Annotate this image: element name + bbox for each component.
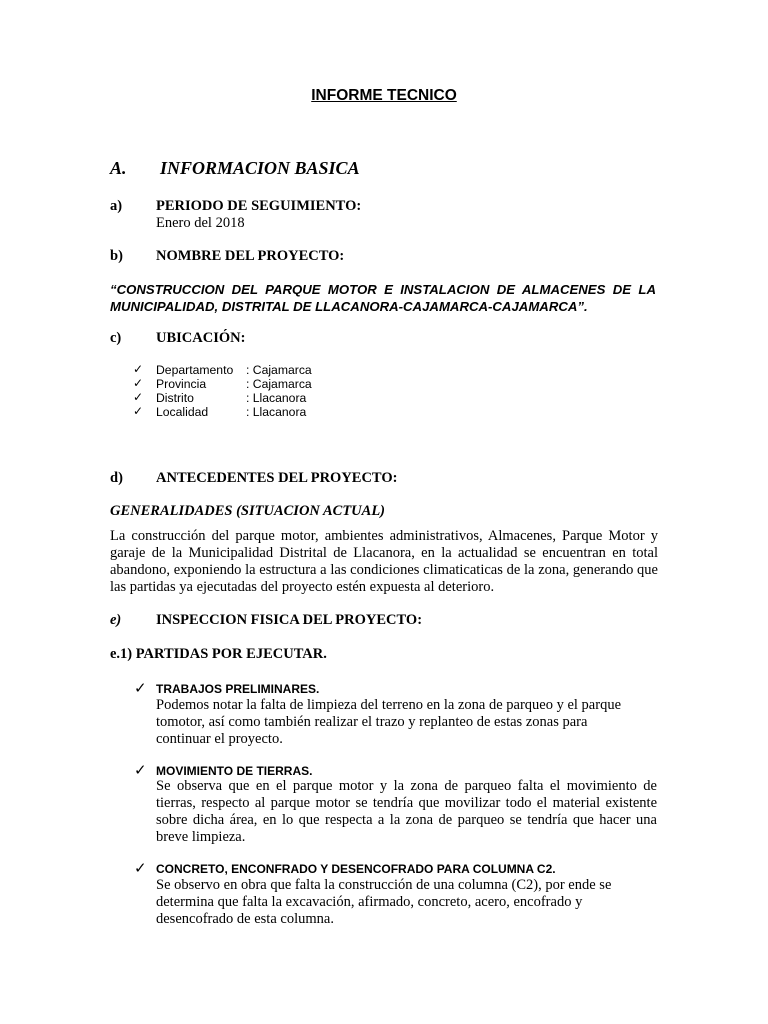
item-b-marker: b) [110,248,123,264]
item-e-marker: e) [110,612,122,628]
partida-paragraph: Se observa que en el parque motor y la zona de parqueo falta el movimiento de tierras, respecto al parque motor se tendría que movilizar todo el material existente sobre dicha área, en lo que respecta a la zona de parqueo se tendría que hacer una breve limpieza. [156,778,657,845]
antecedentes-heading: ANTECEDENTES DEL PROYECTO: [156,470,398,486]
check-icon: ✓ [134,859,147,877]
location-label: Localidad [156,405,209,419]
location-value: : Llacanora [246,405,307,419]
item-c-marker: c) [110,330,122,346]
periodo-value: Enero del 2018 [156,215,245,231]
periodo-heading: PERIODO DE SEGUIMIENTO: [156,198,362,214]
check-icon: ✓ [133,404,144,418]
check-icon: ✓ [133,362,144,376]
partida-line: Se observo en obra que falta la construcción de una columna (C2), por ende se [156,877,612,893]
location-value: : Llacanora [246,391,307,405]
generalidades-subtitle: GENERALIDADES (SITUACION ACTUAL) [110,503,386,519]
partida-line: determina que falta la excavación, afirmado, concreto, acero, encofrado y [156,894,583,910]
partida-line: desencofrado de esta columna. [156,911,334,927]
partida-line: tomotor, así como también realizar el trazo y replanteo de estas zonas para [156,714,588,730]
check-icon: ✓ [134,679,147,697]
check-icon: ✓ [133,390,144,404]
location-value: : Cajamarca [246,377,312,391]
check-icon: ✓ [133,376,144,390]
section-a-heading: INFORMACION BASICA [160,158,360,178]
document-title: INFORME TECNICO [311,87,457,104]
project-name: “CONSTRUCCION DEL PARQUE MOTOR E INSTALACION DE ALMACENES DE LA MUNICIPALIDAD, DISTRITAL DE LLACANORA-CAJAMARCA-CAJAMARCA”. [110,282,656,314]
partidas-heading: e.1) PARTIDAS POR EJECUTAR. [110,646,327,662]
proyecto-heading: NOMBRE DEL PROYECTO: [156,248,345,264]
item-a-marker: a) [110,198,123,214]
check-icon: ✓ [134,761,147,779]
section-a-marker: A. [110,158,127,178]
antecedentes-paragraph: La construcción del parque motor, ambientes administrativos, Almacenes, Parque Motor y garaje de la Municipalidad Distrital de Llacanora, en la actualidad se encuentran en total abandono, exponiendo la estructura a las condiciones climaticaticas de la zona, generando que las partidas ya ejecutadas del proyecto estén expuesta al deterioro. [110,528,658,595]
partida-line: continuar el proyecto. [156,731,283,747]
partida-title: CONCRETO, ENCONFRADO Y DESENCOFRADO PARA COLUMNA C2. [156,862,556,876]
partida-line: Podemos notar la falta de limpieza del terreno en la zona de parqueo y el parque [156,697,622,713]
ubicacion-heading: UBICACIÓN: [156,330,246,346]
item-d-marker: d) [110,470,123,486]
location-label: Departamento [156,363,234,377]
location-value: : Cajamarca [246,363,312,377]
location-label: Distrito [156,391,194,405]
partida-title: TRABAJOS PRELIMINARES. [156,682,320,696]
partida-title: MOVIMIENTO DE TIERRAS. [156,764,313,778]
location-label: Provincia [156,377,207,391]
inspeccion-heading: INSPECCION FISICA DEL PROYECTO: [156,612,423,628]
